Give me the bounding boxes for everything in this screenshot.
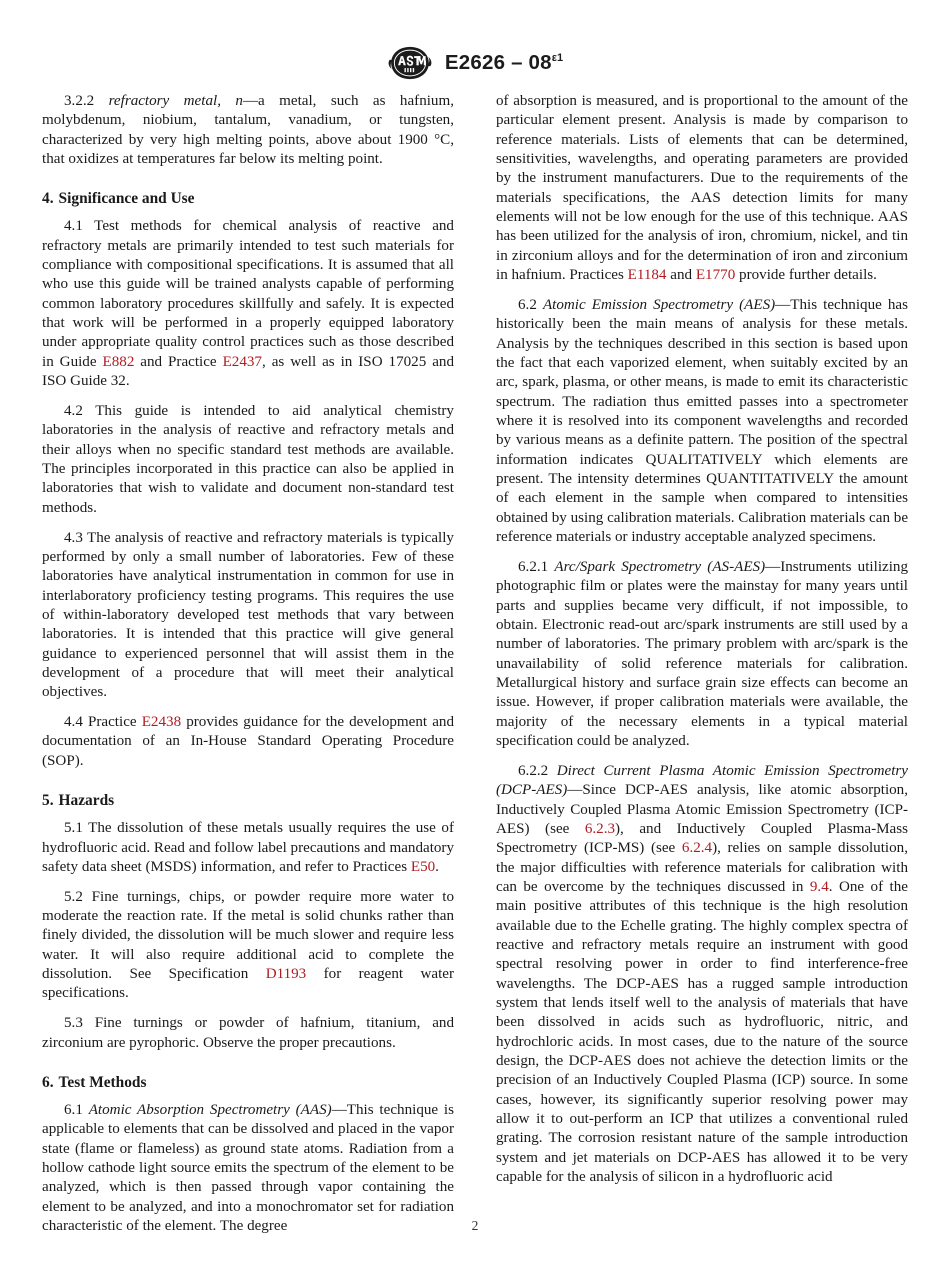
section-heading-6 (42, 1073, 454, 1092)
cross-reference-9-4[interactable]: 9.4 (809, 878, 829, 895)
paragraph-5-1 (42, 819, 454, 877)
standard-reference-d1193[interactable]: D1193 (265, 966, 307, 983)
clause-text: ), and Inductively Coupled Plasma-Mass Spectrometry (ICP-MS) (see (496, 820, 908, 857)
designation-superscript: ε1 (551, 52, 564, 65)
defined-term: Atomic Absorption Spectrometry (AAS) (88, 1101, 332, 1118)
clause-text: Fine turnings or powder of hafnium, titanium, and zirconium are pyrophoric. Observe the proper precautions. (42, 1015, 454, 1051)
clause-number: 5.1 (64, 820, 83, 837)
standard-reference-e1184[interactable]: E1184 (627, 267, 667, 284)
astm-logo-icon (387, 46, 433, 80)
paragraph-6-1-continued (496, 92, 908, 285)
clause-number: 6.2.1 (518, 558, 549, 575)
paragraph-5-2 (42, 888, 454, 1004)
clause-text: The analysis of reactive and refractory materials is typically performed by only a small number of laboratories. Few of these laboratories have analytical instrumentation in common for use in interlaboratory proficiency testing programs. This requires the use of within-laboratory developed test methods that vary between laboratories. It is intended that this practice will give general guidance to experienced personnel that will assist them in the development of a procedure that will meet their analytical objectives. (42, 529, 454, 701)
section-number: 4. (42, 190, 54, 208)
clause-number: 6.1 (64, 1101, 83, 1118)
paragraph-4-1 (42, 217, 454, 391)
defined-term: Arc/Spark Spectrometry (AS-AES) (554, 558, 766, 575)
standard-reference-e1770[interactable]: E1770 (695, 267, 736, 284)
document-designation (445, 51, 563, 75)
clause-number: 4.3 (64, 529, 83, 546)
section-title: Test Methods (58, 1073, 147, 1091)
clause-text: Fine turnings, chips, or powder require more water to moderate the reaction rate. If the metal is solid chunks rather than finely divided, the dissolution will be much slower and require less water. It will also require additional acid to complete the dissolution. See Specification (42, 888, 454, 983)
section-number: 6. (42, 1073, 54, 1091)
page-number: 2 (471, 1218, 479, 1233)
clause-text: —Instruments utilizing photographic film or plates were the mainstay for many years until parts and supplies became very difficult, if not impossible, to obtain. Electronic read-out arc/spark instruments are still used by a number of laboratories. The primary problem with arc/spark is the unavailability of solid reference materials for calibration. Metallurgical history and surface grain size effects can become an issue. However, if proper calibration materials were available, the majority of the necessary elements in a typical material specification could be analyzed. (496, 558, 908, 749)
clause-text: This guide is intended to aid analytical chemistry laboratories in the analysis of reactive and refractory metals and their alloys when no specific standard test methods are available. The principles incorporated in this practice can also be applied in laboratories that wish to validate and document non-standard test methods. (42, 402, 454, 516)
clause-number: 3.2.2 (64, 93, 95, 109)
section-number: 5. (42, 792, 54, 810)
clause-text: for reagent water specifications. (42, 966, 454, 1002)
standard-reference-e50[interactable]: E50 (410, 858, 436, 875)
defined-term: Direct Current Plasma Atomic Emission Spectrometry (DCP-AES) (496, 762, 908, 799)
page-footer (0, 1218, 950, 1234)
paragraph-4-2 (42, 402, 454, 518)
defined-term: Atomic Emission Spectrometry (AES) (542, 296, 776, 313)
paragraph-5-3 (42, 1014, 454, 1053)
clause-text: provides guidance for the development and documentation of an In-House Standard Operating Procedure (SOP). (42, 714, 454, 769)
clause-text: , as well as in ISO 17025 and ISO Guide 32. (42, 353, 454, 390)
paragraph-4-4 (42, 713, 454, 771)
standard-reference-e882[interactable]: E882 (102, 353, 135, 370)
clause-number: 5.3 (64, 1015, 83, 1032)
section-title: Hazards (58, 792, 115, 810)
paragraph-4-3 (42, 529, 454, 703)
paragraph-6-1 (42, 1101, 454, 1236)
left-column (42, 92, 454, 1236)
clause-number: 6.2.2 (518, 762, 549, 779)
clause-text: and (666, 267, 696, 284)
clause-text: —This technique is applicable to elements that can be dissolved and placed in the vapor state (flame or flameless) as ground state atoms. Radiation from a hollow cathode light source emits the spectrum of the element to be analyzed, which is then passed through vapor containing the element to be analyzed, and into a monochromator set for radiation characteristic of the element. The degree (42, 1101, 454, 1234)
clause-number: 4.4 (64, 714, 83, 731)
defined-term: refractory metal, n (108, 93, 243, 109)
clause-text: —Since DCP-AES analysis, like atomic absorption, Inductively Coupled Plasma Atomic Emission Spectrometry (ICP-AES) (see (496, 782, 908, 837)
paragraph-6-2-1 (496, 558, 908, 751)
right-column (496, 92, 908, 1236)
clause-text: —a metal, such as hafnium, molybdenum, niobium, tantalum, vanadium, or tungsten, characterized by very high melting points, above about 1900 °C, that oxidizes at temperatures far below its melting point. (42, 93, 454, 168)
section-heading-5 (42, 791, 454, 810)
designation-text: E2626 – 08 (444, 51, 552, 74)
clause-text: and Practice (134, 353, 223, 370)
paragraph-6-2-2 (496, 762, 908, 1188)
clause-text: —This technique has historically been the main means of analysis for these metals. Analysis by the techniques described in this section is based upon the fact that each vaporized element, when suitably excited by an arc, spark, plasma, or other means, is made to emit its characteristic spectrum. The radiation thus emitted passes into a spectrometer where it is resolved into its component wavelengths and recorded by various means as a definite pattern. The position of the spectral information indicates QUALITATIVELY which elements are present. The intensity determines QUANTITATIVELY the amount of each element in the sample when compared to intensities obtained by using calibration materials. Calibration materials can be reference materials or industry acceptable analyzed specimens. (496, 296, 909, 546)
section-title: Significance and Use (58, 190, 195, 208)
clause-number: 6.2 (518, 296, 537, 313)
clause-text: provide further details. (735, 267, 877, 284)
standard-reference-e2438[interactable]: E2438 (141, 714, 182, 731)
standard-reference-e2437[interactable]: E2437 (222, 353, 262, 370)
clause-number: 4.2 (64, 402, 83, 419)
document-header (0, 40, 950, 86)
cross-reference-6-2-3[interactable]: 6.2.3 (584, 820, 616, 837)
paragraph-3-2-2 (42, 92, 454, 169)
clause-number: 5.2 (64, 888, 83, 905)
clause-text: Practice (87, 714, 142, 731)
clause-number: 4.1 (64, 218, 83, 235)
clause-text: . One of the main positive attributes of this technique is the high resolution available due to the Echelle grating. The highly complex spectra of reactive and refractory metals require an instrument with good spectral resolving power in order to find interference-free wavelengths. The DCP-AES has a rugged sample introduction system that lends itself well to the analysis of materials that have been dissolved in acids such as hydrofluoric, nitric, and hydrochloric acids. In most cases, due to the nature of the source design, the DCP-AES does not achieve the detection limits or the precision of an Inductively Coupled Plasma (ICP) source. In some cases, however, its significantly superior resolving power may allow it to out-perform an ICP that utilizes a conventional ruled grating. The corrosion resistant nature of the sample introduction system and jet materials on DCP-AES has allowed it to be very capable for the analysis of silicon in a hydrofluoric acid (496, 878, 908, 1186)
clause-text: of absorption is measured, and is proportional to the amount of the particular element present. Analysis is made by comparison to reference materials. Lists of elements that can be determined, sensitivities, wavelengths, and operating parameters are provided by the instrument manufacturers. Due to the requirements of the materials specifications, the AAS detection limits for many elements will not be low enough for the use of this technique. AAS has been utilized for the analysis of iron, chromium, nickel, and tin in zirconium alloys and for the determination of iron and zirconium in hafnium. Practices (496, 93, 908, 284)
clause-text: The dissolution of these metals usually requires the use of hydrofluoric acid. Read and follow label precautions and mandatory safety data sheet (MSDS) information, and refer to Practices (42, 820, 455, 875)
cross-reference-6-2-4[interactable]: 6.2.4 (681, 840, 713, 857)
paragraph-6-2 (496, 296, 908, 547)
section-heading-4 (42, 189, 454, 208)
body-columns (42, 92, 908, 1236)
clause-text: . (435, 858, 439, 875)
clause-text: Test methods for chemical analysis of reactive and refractory metals are primarily intended to test such materials for compliance with compositional specifications. It is assumed that all who use this guide will be trained analysts capable of performing common laboratory procedures skillfully and safely. It is expected that work will be performed in a properly equipped laboratory under appropriate quality control practices such as those described in Guide (42, 218, 454, 370)
clause-text: ), relies on sample dissolution, the major difficulties with reference materials for calibration with can be overcome by the techniques discussed in (496, 840, 908, 895)
